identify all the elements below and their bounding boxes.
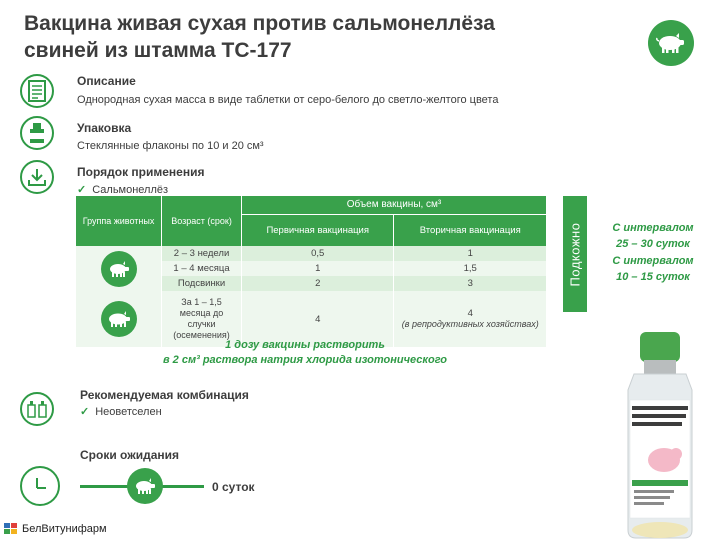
checkmark-icon: ✓ — [80, 406, 90, 418]
waiting-value: 0 суток — [212, 480, 255, 494]
piglet-badge — [101, 251, 137, 287]
brand-logo-icon — [4, 523, 18, 535]
bottles-icon — [20, 392, 54, 426]
row-3-age: Подсвинки — [162, 276, 242, 291]
interval-1-line-1: С интервалом — [612, 222, 694, 234]
row-4-secondary-note: (в репродуктивных хозяйствах) — [401, 319, 539, 329]
interval-1-line-2: 25 – 30 суток — [616, 238, 690, 250]
pig-badge — [648, 20, 694, 66]
row-4-secondary: 4 — [467, 308, 473, 319]
combination-title: Рекомендуемая комбинация — [80, 388, 249, 402]
brand-logo — [4, 523, 107, 535]
piglet-icon — [106, 261, 132, 277]
col-header-secondary: Вторичная вакцинация — [394, 214, 546, 246]
clock-icon — [20, 466, 60, 506]
timeline-pig-badge — [127, 468, 163, 504]
row-4-primary: 4 — [241, 291, 394, 347]
interval-1 — [598, 220, 708, 252]
brand-name: БелВитунифарм — [22, 523, 107, 535]
description-text: Однородная сухая масса в виде таблетки от серо-белого до светло-желтого цвета — [77, 94, 499, 106]
row-2-primary: 1 — [241, 261, 394, 276]
usage-item-label: Сальмонеллёз — [92, 184, 169, 196]
download-arrow-icon — [20, 160, 54, 194]
usage-item — [77, 183, 168, 196]
interval-2-line-2: 10 – 15 суток — [616, 271, 690, 283]
interval-2-line-1: С интервалом — [612, 255, 694, 267]
sow-badge — [101, 301, 137, 337]
row-1-age: 2 – 3 недели — [162, 246, 242, 261]
route-label — [563, 196, 587, 312]
row-1-primary: 0,5 — [241, 246, 394, 261]
packaging-text: Стеклянные флаконы по 10 и 20 см³ — [77, 140, 264, 152]
piglet-cell — [76, 246, 162, 291]
vial-icon — [20, 116, 54, 150]
table-row — [76, 246, 546, 261]
row-1-secondary: 1 — [394, 246, 546, 261]
row-2-secondary: 1,5 — [394, 261, 546, 276]
col-header-group: Группа животных — [76, 196, 162, 246]
route-label-text: Подкожно — [567, 222, 583, 286]
pig-icon — [132, 478, 158, 494]
combination-item-label: Неоветселен — [95, 406, 162, 418]
checkmark-icon: ✓ — [77, 184, 87, 196]
usage-title: Порядок применения — [77, 165, 205, 179]
description-title: Описание — [77, 74, 136, 88]
row-2-age: 1 – 4 месяца — [162, 261, 242, 276]
title-line-1: Вакцина живая сухая против сальмонеллёза — [24, 12, 495, 35]
row-4-age: За 1 – 1,5 месяца до случки (осеменения) — [162, 291, 242, 347]
dilution-line-2: в 2 см³ раствора натрия хлорида изотонического — [162, 354, 448, 366]
dilution-note — [120, 338, 490, 368]
packaging-title: Упаковка — [77, 121, 132, 135]
col-header-volume: Объем вакцины, см³ — [241, 196, 546, 214]
waiting-title: Сроки ожидания — [80, 448, 180, 462]
dosage-table — [76, 196, 546, 347]
col-header-primary: Первичная вакцинация — [241, 214, 394, 246]
page-title — [24, 10, 584, 64]
row-3-primary: 2 — [241, 276, 394, 291]
dilution-line-1: 1 дозу вакцины растворить — [225, 339, 385, 351]
row-3-secondary: 3 — [394, 276, 546, 291]
combination-item — [80, 405, 162, 418]
interval-2 — [598, 253, 708, 285]
vaccine-bottle-image — [612, 330, 708, 540]
title-line-2: свиней из штамма ТС-177 — [24, 39, 292, 62]
description-icon — [20, 74, 54, 108]
pig-icon — [654, 32, 688, 54]
sow-icon — [105, 311, 133, 327]
col-header-age: Возраст (срок) — [162, 196, 242, 246]
